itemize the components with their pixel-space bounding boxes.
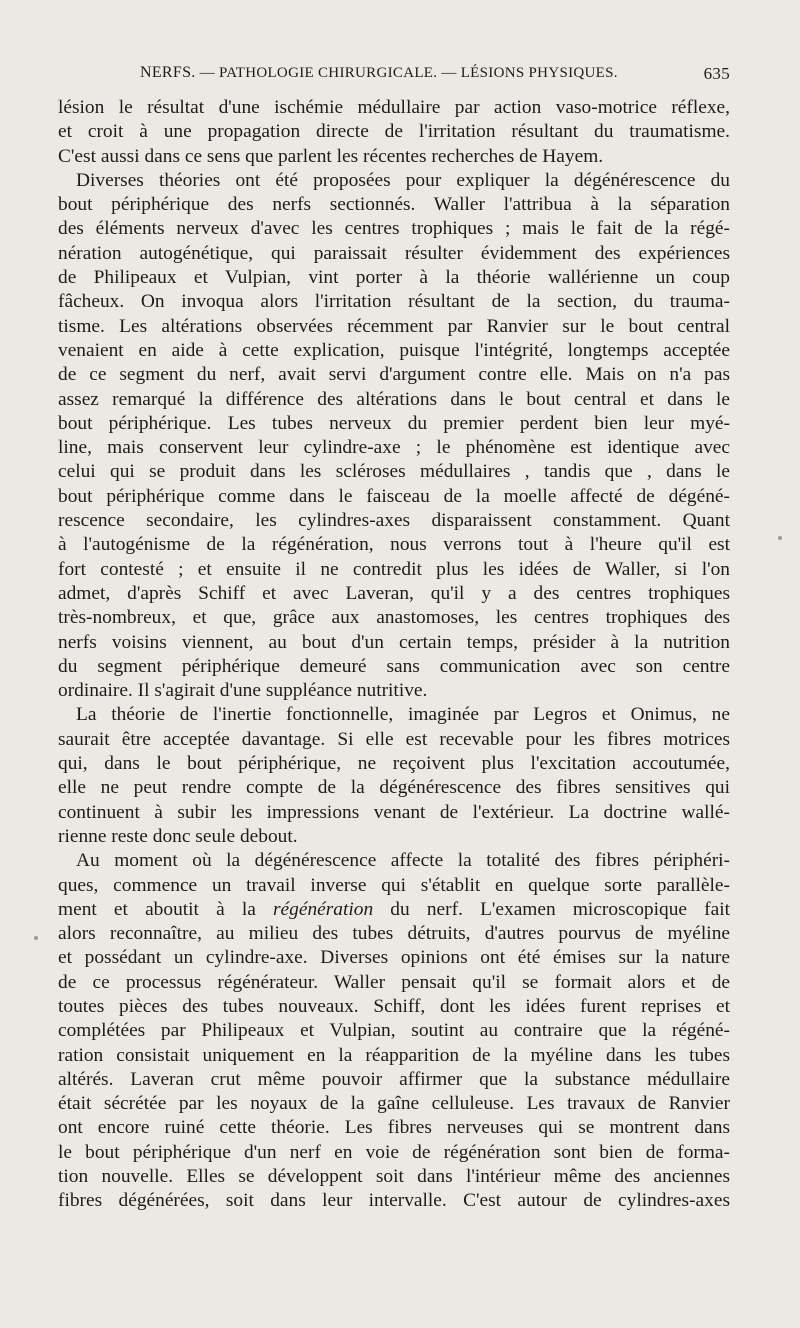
text-line: de ce processus régénérateur. Waller pensait qu'il se formait alors et de [58, 971, 730, 993]
text-line: à l'autogénisme de la régénération, nous verrons tout à l'heure qu'il est [58, 534, 730, 556]
text-line: ques, commence un travail inverse qui s'établit en quelque sorte parallèle- [58, 874, 730, 896]
text-line: et possédant un cylindre-axe. Diverses opinions ont été émises sur la nature [58, 947, 730, 969]
text-line: line, mais conservent leur cylindre-axe ; le phénomène est identique avec [58, 437, 730, 459]
text-line: toutes pièces des tubes nouveaux. Schiff, dont les idées furent reprises et [58, 995, 730, 1017]
text-line: rescence secondaire, les cylindres-axes disparaissent constamment. Quant [58, 510, 730, 532]
margin-speck [778, 536, 782, 540]
margin-speck [34, 936, 38, 940]
text-line: Diverses théories ont été proposées pour expliquer la dégénérescence du [76, 169, 730, 191]
text-line: bout périphérique des nerfs sectionnés. Waller l'attribua à la séparation [58, 194, 730, 216]
text-line: altérés. Laveran crut même pouvoir affirmer que la substance médullaire [58, 1068, 730, 1090]
text-line: très-nombreux, et que, grâce aux anastomoses, les centres trophiques des [58, 607, 730, 629]
text-line: elle ne peut rendre compte de la dégénérescence des fibres sensitives qui [58, 777, 730, 799]
text-line: C'est aussi dans ce sens que parlent les récentes recherches de Hayem. [58, 145, 604, 167]
text-line: assez remarqué la différence des altérations dans le bout central et dans le [58, 388, 730, 410]
text-line: lésion le résultat d'une ischémie médullaire par action vaso-motrice réflexe, [58, 97, 730, 118]
text-line: qui, dans le bout périphérique, ne reçoivent plus l'excitation accoutumée, [58, 753, 730, 775]
text-line: admet, d'après Schiff et avec Laveran, qu'il y a des centres trophiques [58, 582, 730, 604]
text-line: bout périphérique. Les tubes nerveux du premier perdent bien leur myé- [58, 412, 730, 434]
body-text [58, 96, 730, 1238]
text-line: du segment périphérique demeuré sans communication avec son centre [58, 655, 730, 677]
text-line: le bout périphérique d'un nerf en voie de régénération sont bien de forma- [58, 1141, 730, 1163]
text-line: de ce segment du nerf, avait servi d'argument contre elle. Mais on n'a pas [58, 364, 730, 386]
text-line: celui qui se produit dans les scléroses médullaires , tandis que , dans le [58, 461, 730, 483]
running-head-title-nerfs: NERFS. [140, 64, 196, 81]
text-line: tisme. Les altérations observées récemment par Ranvier sur le bout central [58, 315, 730, 337]
page-number: 635 [703, 64, 730, 83]
text-line: ont encore ruiné cette théorie. Les fibres nerveuses qui se montrent dans [58, 1117, 730, 1139]
text-line: venaient en aide à cette explication, puisque l'intégrité, longtemps acceptée [58, 339, 730, 361]
text-line-part: du nerf. L'examen microscopique fait [373, 898, 730, 920]
text-line: des éléments nerveux d'avec les centres trophiques ; mais le fait de la régé- [58, 218, 730, 240]
text-line-part: ment et aboutit à la [58, 898, 273, 920]
text-line: continuent à subir les impressions venant de l'extérieur. La doctrine wallé- [58, 801, 730, 823]
text-line: nerfs voisins viennent, au bout d'un certain temps, présider à la nutrition [58, 631, 730, 653]
text-line: fâcheux. On invoqua alors l'irritation résultant de la section, du trauma- [58, 291, 730, 313]
text-line: tion nouvelle. Elles se développent soit dans l'intérieur même des anciennes [58, 1166, 730, 1188]
running-head-title-rest: — PATHOLOGIE CHIRURGICALE. — LÉSIONS PHYSIQUES. [195, 65, 618, 81]
text-line: fort contesté ; et ensuite il ne contredit plus les idées de Waller, si l'on [58, 558, 730, 580]
text-line: complétées par Philipeaux et Vulpian, soutint au contraire que la régéné- [58, 1020, 730, 1042]
text-line: bout périphérique comme dans le faisceau de la moelle affecté de dégéné- [58, 485, 730, 507]
text-line: La théorie de l'inertie fonctionnelle, imaginée par Legros et Onimus, ne [76, 704, 730, 726]
text-line: ration consistait uniquement en la réapparition de la myéline dans les tubes [58, 1044, 730, 1066]
text-line: alors reconnaître, au milieu des tubes détruits, d'autres pourvus de myéline [58, 923, 730, 945]
text-line: et croit à une propagation directe de l'irritation résultant du traumatisme. [58, 121, 730, 143]
text-line: était sécrétée par les noyaux de la gaîne celluleuse. Les travaux de Ranvier [58, 1093, 730, 1115]
text-line: ordinaire. Il s'agirait d'une suppléance nutritive. [58, 680, 428, 702]
running-head-title [140, 64, 618, 82]
text-line [58, 898, 730, 922]
text-line: saurait être acceptée davantage. Si elle est recevable pour les fibres motrices [58, 728, 730, 750]
text-line: rienne reste donc seule debout. [58, 825, 298, 847]
text-line: de Philipeaux et Vulpian, vint porter à la théorie wallérienne un coup [58, 267, 730, 289]
text-line [58, 1214, 730, 1238]
text-line: fibres dégénérées, soit dans leur intervalle. C'est autour de cylindres-axes [58, 1190, 730, 1212]
text-line: Au moment où la dégénérescence affecte la totalité des fibres périphéri- [76, 850, 730, 872]
italic-term: régénération [272, 898, 374, 920]
running-head [140, 64, 730, 88]
text-line: nération autogénétique, qui paraissait résulter évidemment des expériences [58, 242, 730, 264]
